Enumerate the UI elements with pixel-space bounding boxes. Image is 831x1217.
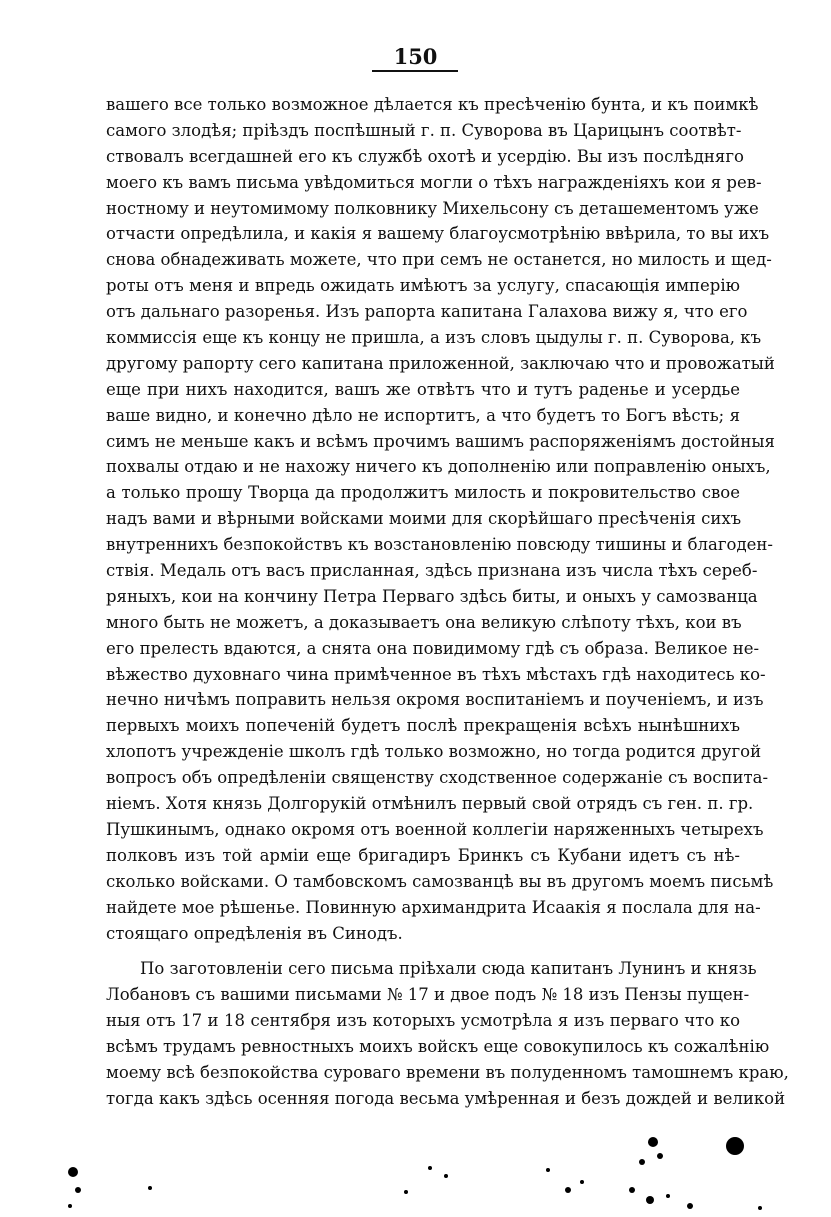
text-line: отъ дальнаго разоренья. Изъ рапорта капитана Галахова вижу я, что его: [106, 302, 748, 322]
text-line: моему всѣ безпокойства суроваго времени въ полуденномъ тамошнемъ краю,: [106, 1062, 789, 1082]
text-line: ствія. Медаль отъ васъ присланная, здѣсь признана изъ числа тѣхъ сереб-: [106, 561, 758, 581]
text-line: По заготовленіи сего письма пріѣхали сюда капитанъ Лунинъ и князь: [140, 959, 757, 979]
text-line: ваше видно, и конечно дѣло не испортитъ, а что будетъ то Богъ вѣсть; я: [106, 405, 740, 425]
page-number: 150: [393, 44, 438, 69]
text-line: вѣжество духовнаго чина примѣченное въ тѣхъ мѣстахъ гдѣ находитесь ко-: [106, 664, 766, 684]
text-line: надъ вами и вѣрными войсками моими для скорѣйшаго пресѣченія сихъ: [106, 509, 742, 529]
text-line: еще при нихъ находится, вашъ же отвѣтъ что и тутъ раденье и усердье: [106, 379, 740, 399]
text-line: другому рапорту сего капитана приложенной, заключаю что и провожатый: [106, 353, 775, 373]
print-specks: [0, 1120, 831, 1217]
text-line: вопросъ объ опредѣленіи священству сходственное содержаніе съ воспита-: [106, 768, 769, 788]
text-line: Лобановъ съ вашими письмами № 17 и двое подъ № 18 изъ Пензы пущен-: [106, 985, 750, 1005]
text-line: его прелесть вдаются, а снята она повидимому гдѣ съ образа. Великое не-: [106, 638, 760, 658]
text-line: нечно ничѣмъ поправить нельзя окромя воспитаніемъ и поученіемъ, и изъ: [106, 690, 764, 710]
text-line: сколько войсками. О тамбовскомъ самозванцѣ вы въ другомъ моемъ письмѣ: [106, 871, 774, 891]
page-number-rule: [372, 70, 458, 72]
text-line: вашего все только возможное дѣлается къ пресѣченію бунта, и къ поимкѣ: [106, 95, 759, 114]
text-line: отчасти опредѣлила, и какія я вашему благоусмотрѣнію ввѣрила, то вы ихъ: [106, 224, 770, 244]
text-line: стоящаго опредѣленія въ Синодъ.: [106, 923, 403, 943]
text-line: полковъ изъ той арміи еще бригадиръ Бринкъ съ Кубани идетъ съ нѣ-: [106, 845, 740, 865]
text-line: снова обнадеживать можете, что при семъ не останется, но милость и щед-: [106, 250, 772, 270]
text-line: коммиссія еще къ концу не пришла, а изъ словъ цыдулы г. п. Суворова, къ: [106, 328, 762, 348]
body-text: [106, 92, 789, 1112]
text-line: а только прошу Творца да продолжитъ милость и покровительство свое: [106, 483, 740, 503]
text-line: тогда какъ здѣсь осенняя погода весьма умѣренная и безъ дождей и великой: [106, 1088, 786, 1108]
paragraph-gap: [106, 946, 740, 956]
text-line: ностному и неутомимому полковнику Михельсону съ деташементомъ уже: [106, 198, 759, 218]
text-line: ніемъ. Хотя князь Долгорукій отмѣнилъ первый свой отрядъ съ ген. п. гр.: [106, 794, 754, 814]
text-line: много быть не можетъ, а доказываетъ она великую слѣпоту тѣхъ, кои въ: [106, 612, 742, 632]
text-line: Пушкинымъ, однако окромя отъ военной коллегіи наряженныхъ четырехъ: [106, 819, 764, 839]
text-line: самого злодѣя; пріѣздъ поспѣшный г. п. Суворова въ Царицынъ соотвѣт-: [106, 120, 742, 140]
text-line: моего къ вамъ письма увѣдомиться могли о тѣхъ награжденіяхъ кои я рев-: [106, 172, 762, 192]
text-line: найдете мое рѣшенье. Повинную архимандрита Исаакія я послала для на-: [106, 897, 761, 917]
text-line: первыхъ моихъ попеченій будетъ послѣ прекращенія всѣхъ нынѣшнихъ: [106, 716, 740, 736]
text-line: роты отъ меня и впредь ожидать имѣютъ за услугу, спасающія имперію: [106, 276, 740, 296]
text-line: ствовалъ всегдашней его къ службѣ охотѣ и усердію. Вы изъ послѣдняго: [106, 146, 744, 166]
text-line: всѣмъ трудамъ ревностныхъ моихъ войскъ еще совокупилось къ сожалѣнію: [106, 1037, 770, 1057]
text-line: похвалы отдаю и не нахожу ничего къ дополненію или поправленію оныхъ,: [106, 457, 771, 477]
text-line: хлопотъ учрежденіе школъ гдѣ только возможно, но тогда родится другой: [106, 742, 762, 762]
text-line: ныя отъ 17 и 18 сентября изъ которыхъ усмотрѣла я изъ перваго что ко: [106, 1011, 740, 1031]
text-line: ряныхъ, кои на кончину Петра Перваго здѣсь биты, и оныхъ у самозванца: [106, 586, 758, 606]
text-line: внутреннихъ безпокойствъ къ возстановленію повсюду тишины и благоден-: [106, 535, 773, 555]
text-line: симъ не меньше какъ и всѣмъ прочимъ вашимъ распоряженіямъ достойныя: [106, 431, 775, 451]
